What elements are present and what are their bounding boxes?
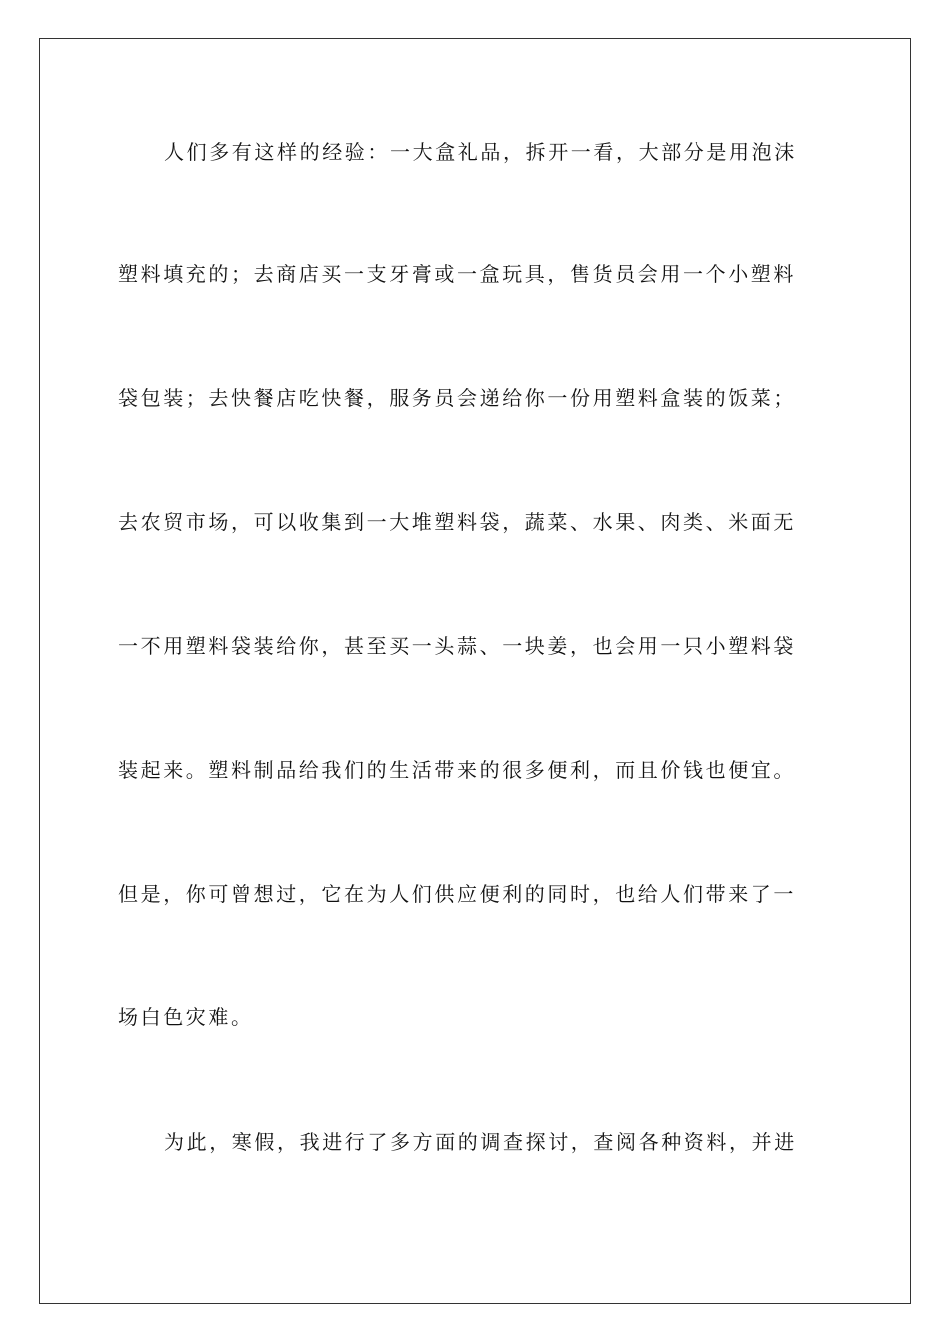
paragraph-1-line-5: 一不用塑料袋装给你，甚至买一头蒜、一块姜，也会用一只小塑料袋	[118, 634, 796, 658]
paragraph-1-line-4: 去农贸市场，可以收集到一大堆塑料袋，蔬菜、水果、肉类、米面无	[118, 510, 796, 534]
paragraph-1-line-8: 场白色灾难。	[118, 1005, 254, 1029]
paragraph-1-line-7: 但是，你可曾想过，它在为人们供应便利的同时，也给人们带来了一	[118, 882, 796, 906]
paragraph-1-line-1: 人们多有这样的经验：一大盒礼品，拆开一看，大部分是用泡沫	[164, 140, 797, 164]
paragraph-1-line-3: 袋包装；去快餐店吃快餐，服务员会递给你一份用塑料盒装的饭菜；	[118, 386, 796, 410]
paragraph-1-line-2: 塑料填充的；去商店买一支牙膏或一盒玩具，售货员会用一个小塑料	[118, 262, 796, 286]
page-frame	[39, 38, 911, 1304]
paragraph-1-line-6: 装起来。塑料制品给我们的生活带来的很多便利，而且价钱也便宜。	[118, 758, 796, 782]
paragraph-2-line-1: 为此，寒假，我进行了多方面的调查探讨，查阅各种资料，并进	[164, 1130, 797, 1154]
